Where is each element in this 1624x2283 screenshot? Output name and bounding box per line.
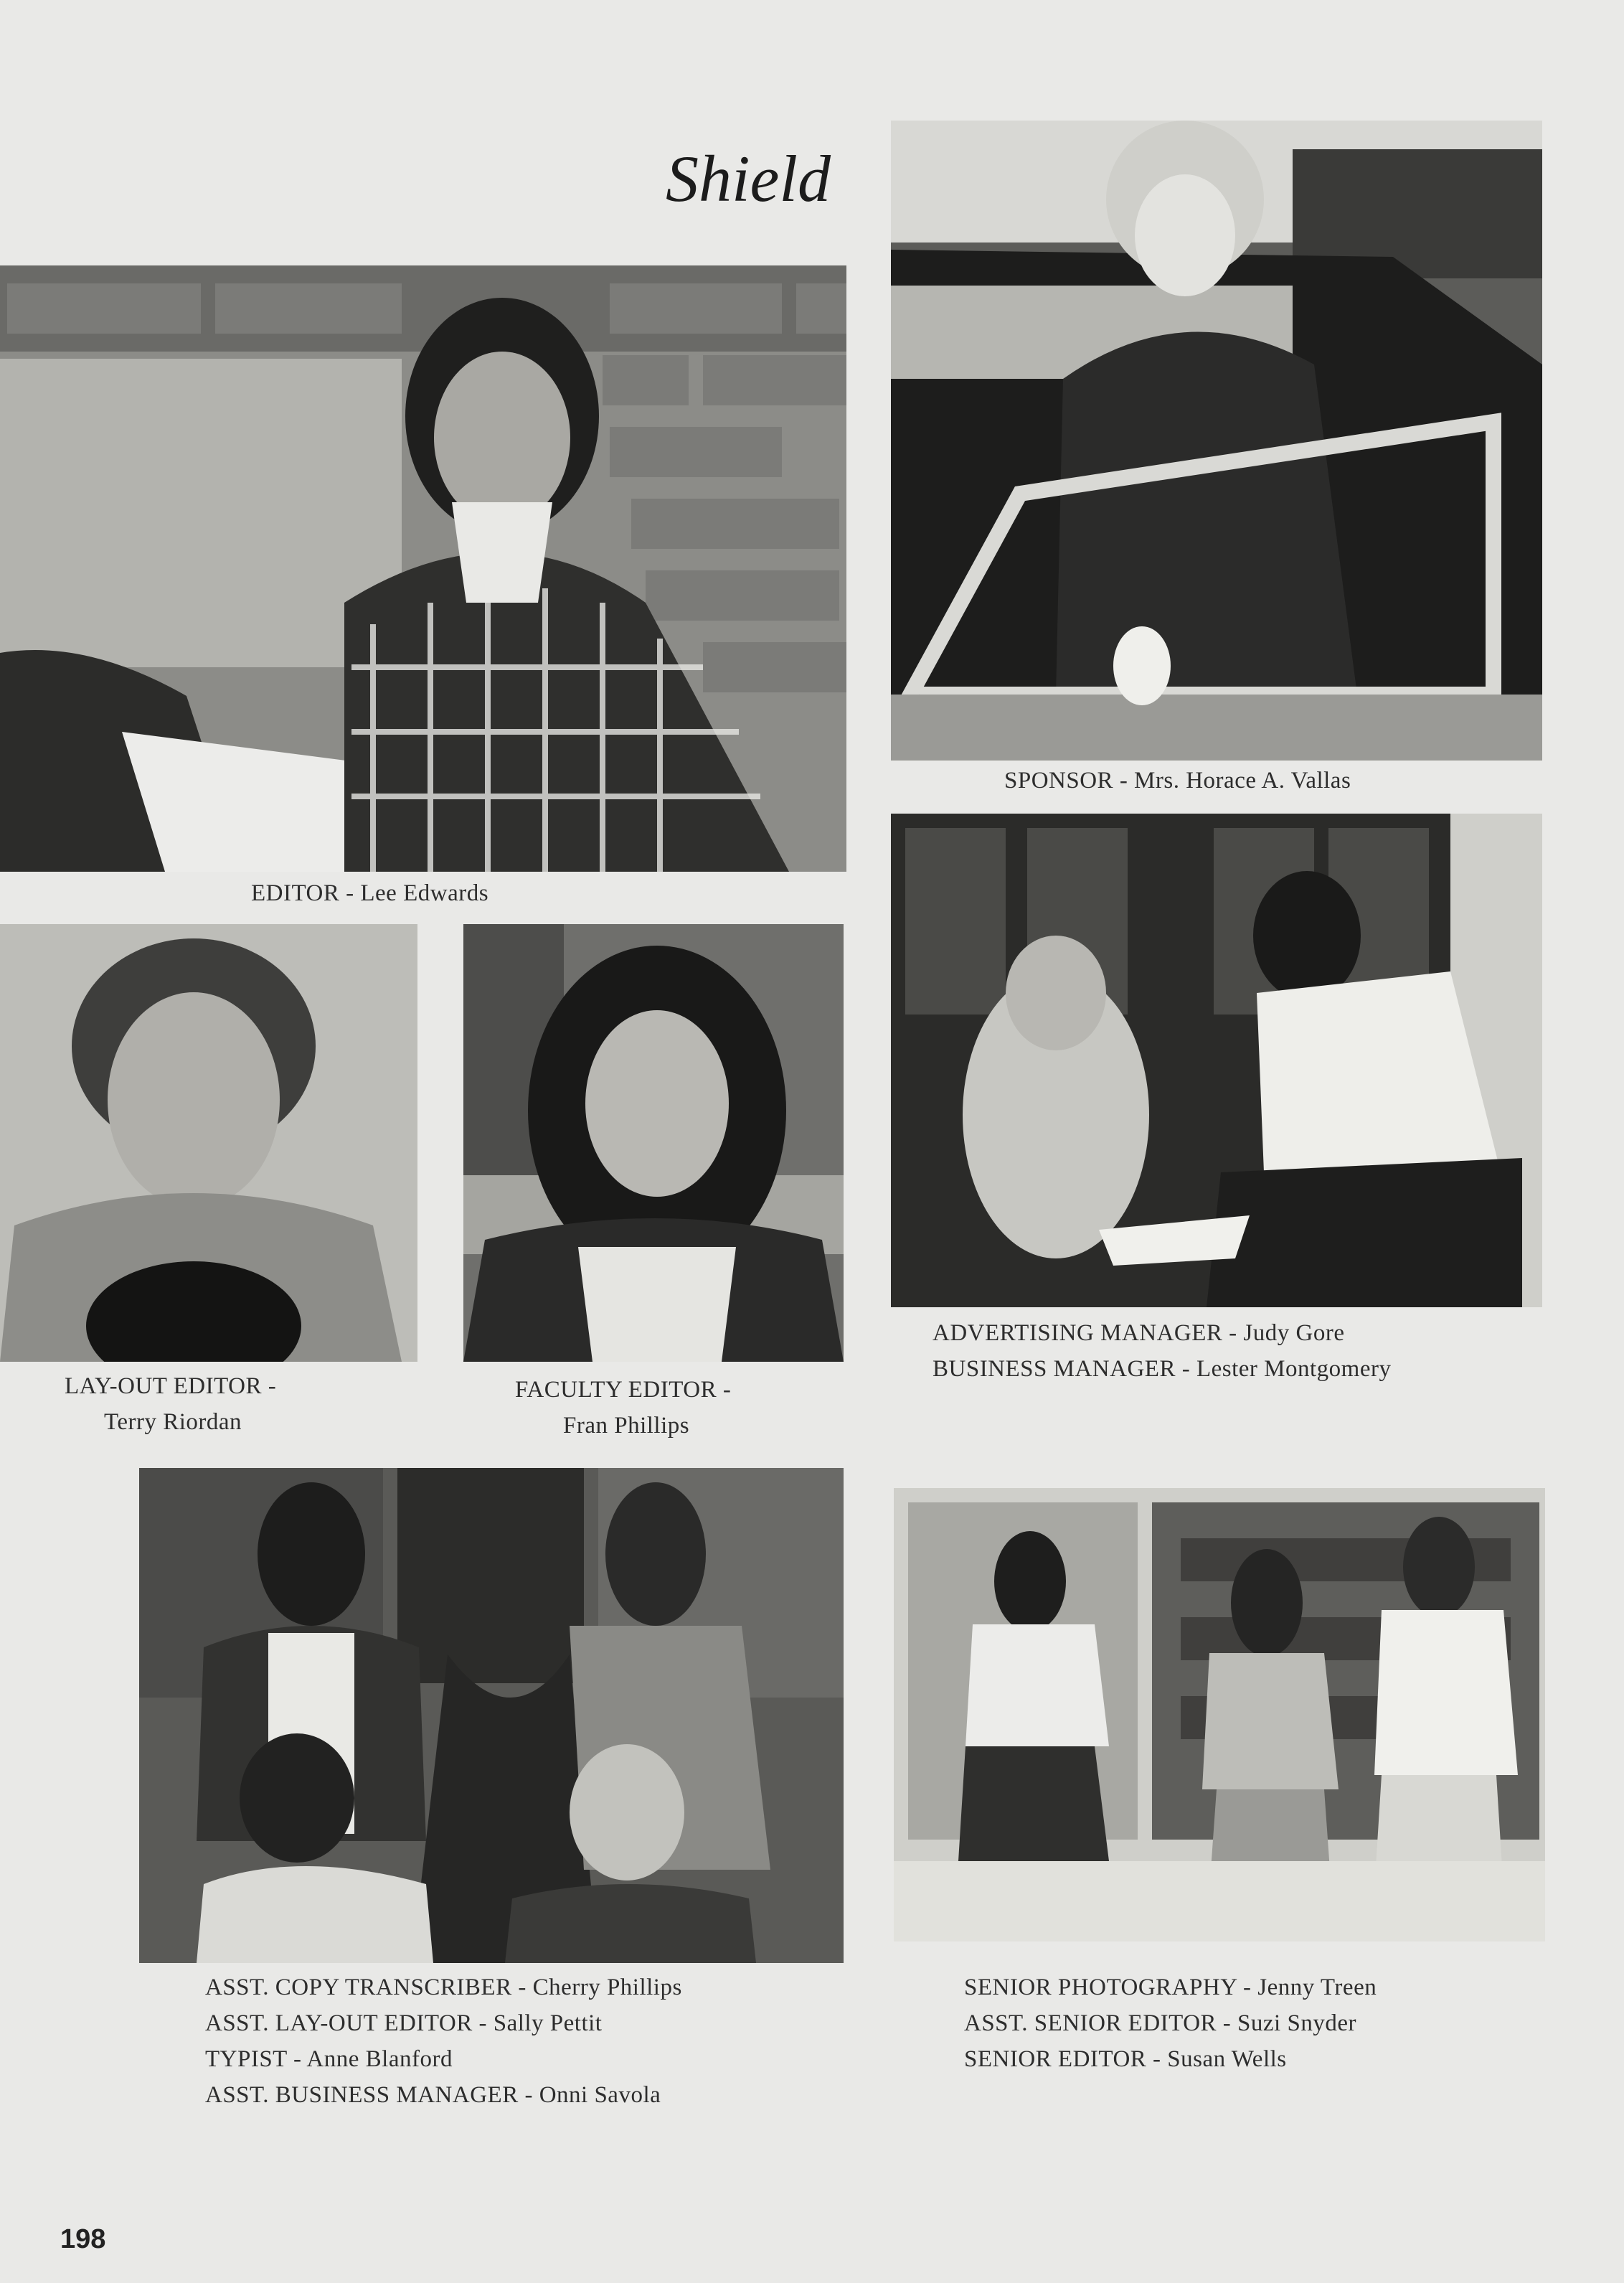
sponsor-photo [891,121,1542,761]
layout-editor-caption-role: LAY-OUT EDITOR - [65,1373,277,1399]
layout-editor-caption-name: Terry Riordan [104,1409,242,1435]
group-left-caption-3: TYPIST - Anne Blanford [205,2046,453,2072]
sponsor-caption: SPONSOR - Mrs. Horace A. Vallas [1004,768,1351,794]
group-left-caption-4: ASST. BUSINESS MANAGER - Onni Savola [205,2082,661,2108]
faculty-editor-caption-name: Fran Phillips [563,1413,690,1439]
faculty-editor-photo [463,924,844,1362]
group-staff-photo-left [139,1468,844,1963]
editor-photo [0,265,846,872]
group-right-caption-1: SENIOR PHOTOGRAPHY - Jenny Treen [964,1974,1377,2000]
group-staff-photo-right [894,1488,1545,1941]
page-number: 198 [60,2224,106,2254]
section-title: Shield [666,142,831,215]
advertising-business-photo [891,814,1542,1307]
advertising-manager-caption: ADVERTISING MANAGER - Judy Gore [933,1320,1345,1346]
editor-caption: EDITOR - Lee Edwards [251,880,489,906]
group-right-caption-2: ASST. SENIOR EDITOR - Suzi Snyder [964,2010,1356,2036]
group-right-caption-3: SENIOR EDITOR - Susan Wells [964,2046,1287,2072]
group-left-caption-1: ASST. COPY TRANSCRIBER - Cherry Phillips [205,1974,682,2000]
group-left-caption-2: ASST. LAY-OUT EDITOR - Sally Pettit [205,2010,603,2036]
layout-editor-photo [0,924,417,1362]
business-manager-caption: BUSINESS MANAGER - Lester Montgomery [933,1356,1392,1382]
faculty-editor-caption-role: FACULTY EDITOR - [515,1377,732,1403]
